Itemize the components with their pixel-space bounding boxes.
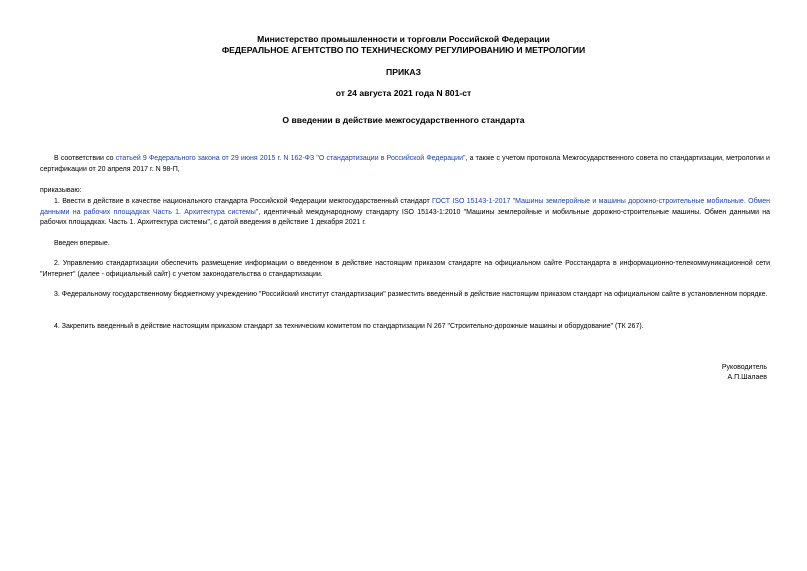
item-4-paragraph: 4. Закрепить введенный в действие настоящим приказом стандарт за техническим комитетом по стандартизации N 267 "Строительно-дорожные машины и оборудование" (ТК 267). — [54, 323, 644, 330]
document-type: ПРИКАЗ — [386, 67, 421, 77]
preamble-paragraph — [40, 154, 770, 175]
federal-law-link[interactable]: статьей 9 Федерального закона от 29 июня 2015 г. N 162-ФЗ "О стандартизации в Российской Федерации" — [115, 155, 466, 162]
item-1-text-end: , идентичный международному стандарту ISO 15143-1:2010 "Машины землеройные и мобильные дорожно-строительные машины. Обмен данными на рабочих площадках. Часть 1. Архитектура системы", с датой введения в действие 1 декабря 2021 г. — [40, 208, 770, 226]
introduced-first-note: Введен впервые. — [54, 240, 110, 247]
item-3-paragraph: 3. Федеральному государственному бюджетному учреждению "Российский институт стандартизации" разместить введенный в действие настоящим приказом стандарт на официальном сайте в установленном порядке. — [54, 291, 768, 298]
order-word: приказываю: — [40, 187, 82, 194]
document-subject: О введении в действие межгосударственного стандарта — [282, 115, 525, 125]
ministry-name: Министерство промышленности и торговли Российской Федерации — [257, 34, 550, 44]
item-1-text-start: 1. Ввести в действие в качестве национального стандарта Российской Федерации межгосударственный стандарт — [54, 198, 433, 205]
signatory-name: А.П.Шалаев — [727, 374, 767, 381]
item-1-paragraph — [40, 197, 770, 229]
agency-name: ФЕДЕРАЛЬНОЕ АГЕНТСТВО ПО ТЕХНИЧЕСКОМУ РЕГУЛИРОВАНИЮ И МЕТРОЛОГИИ — [221, 45, 586, 55]
preamble-text-end: , а также с учетом протокола Межгосударственного совета по стандартизации, метрологии и сертификации от 20 апреля 2017 г. N 98-П, — [40, 155, 770, 173]
signatory-title: Руководитель — [721, 364, 767, 371]
gost-standard-link[interactable]: ГОСТ ISO 15143-1-2017 "Машины землеройные и машины дорожно-строительные мобильные. Обмен данными на рабочих площадках Часть 1. Архитектура системы" — [40, 198, 770, 216]
item-2-paragraph: 2. Управлению стандартизации обеспечить размещение информации о введенном в действие настоящим приказом стандарте на официальном сайте Росстандарта в информационно-телекоммуникационной сети "Интернет" (далее - официальный сайт) с учетом законодательства о стандартизации. — [40, 260, 770, 278]
preamble-text-start: В соответствии со — [54, 155, 116, 162]
document-date-number: от 24 августа 2021 года N 801-ст — [335, 88, 472, 98]
